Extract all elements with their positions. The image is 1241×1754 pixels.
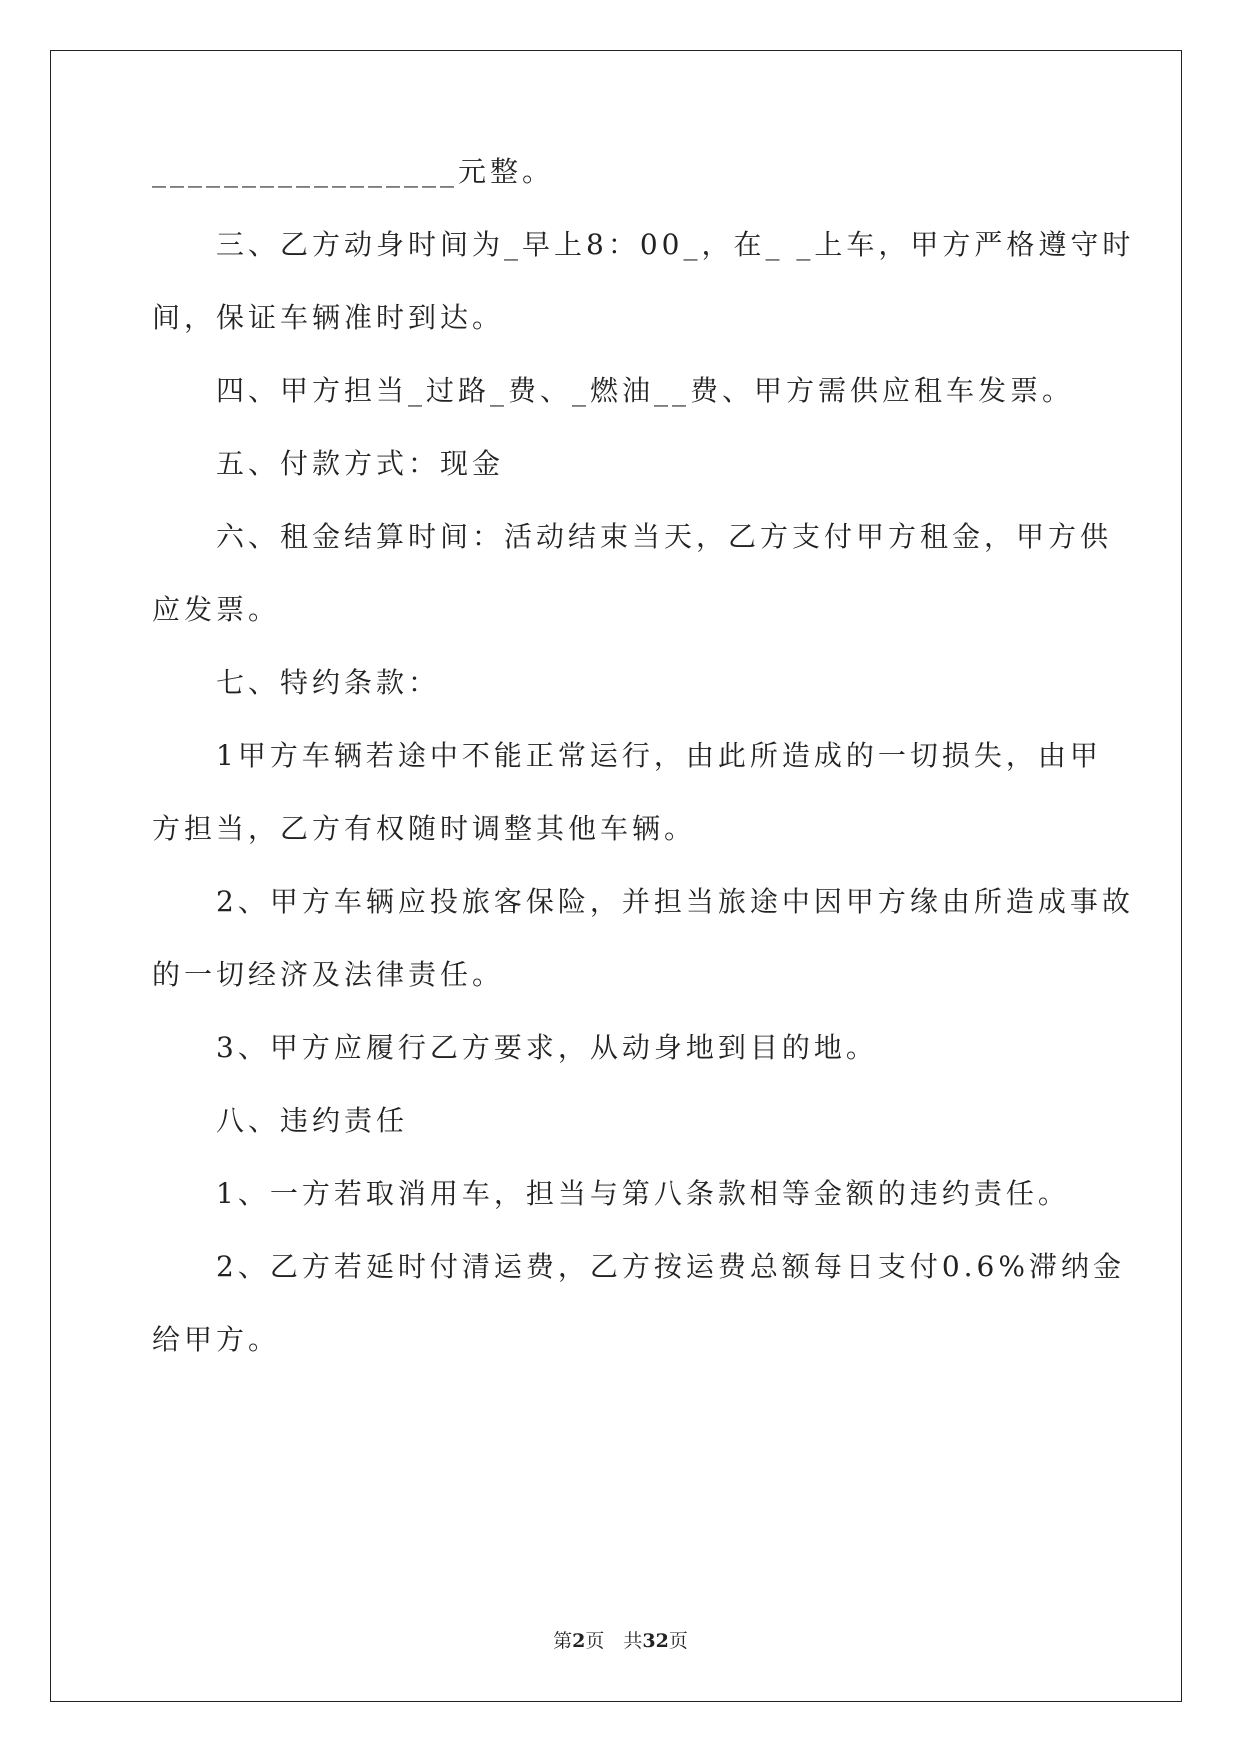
footer-prefix: 第 (553, 1630, 573, 1652)
text-line: 3、甲方应履行乙方要求，从动身地到目的地。 (216, 1031, 878, 1064)
current-page-number: 2 (572, 1630, 586, 1652)
total-page-count: 32 (642, 1630, 669, 1652)
text-line: 六、租金结算时间：活动结束当天，乙方支付甲方租金，甲方供 (216, 520, 1113, 553)
text-line: 四、甲方担当_过路_费、_燃油__费、甲方需供应租车发票。 (216, 374, 1075, 407)
text-line: 应发票。 (152, 593, 281, 626)
text-line: 三、乙方动身时间为_早上8：00_，在_ _上车，甲方严格遵守时 (216, 228, 1135, 261)
text-line: 方担当，乙方有权随时调整其他车辆。 (152, 812, 697, 845)
page-footer (0, 1626, 1241, 1653)
text-line: _________________元整。 (152, 155, 555, 188)
text-line: 给甲方。 (152, 1323, 281, 1356)
text-line: 2、甲方车辆应投旅客保险，并担当旅途中因甲方缘由所造成事故 (216, 885, 1134, 918)
text-line: 2、乙方若延时付清运费，乙方按运费总额每日支付0.6%滞纳金 (216, 1250, 1125, 1283)
text-line: 1、一方若取消用车，担当与第八条款相等金额的违约责任。 (216, 1177, 1070, 1210)
text-line: 1甲方车辆若途中不能正常运行，由此所造成的一切损失，由甲 (216, 739, 1102, 772)
text-line: 间，保证车辆准时到达。 (152, 301, 505, 334)
text-line: 八、违约责任 (216, 1104, 409, 1137)
text-line: 七、特约条款： (216, 666, 441, 699)
footer-mid: 页 共 (585, 1630, 643, 1652)
text-line: 五、付款方式：现金 (216, 447, 505, 480)
text-line: 的一切经济及法律责任。 (152, 958, 505, 991)
footer-suffix: 页 (668, 1630, 688, 1652)
